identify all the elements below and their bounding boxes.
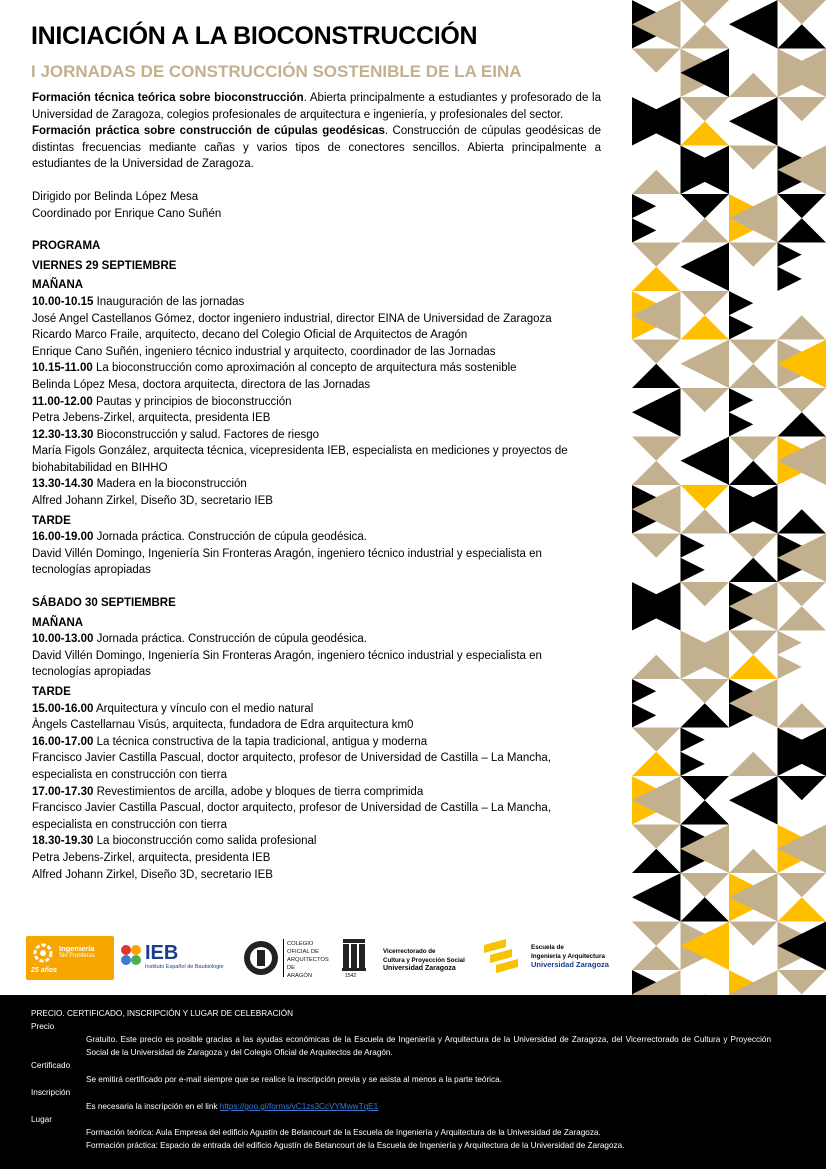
pattern-triangle (681, 388, 730, 412)
coaa-line3: ARQUITECTOS DE (287, 957, 329, 971)
program-title: La bioconstrucción como salida profesional (93, 835, 317, 848)
program-time: 15.00-16.00 (32, 702, 94, 715)
pattern-triangle (681, 0, 730, 24)
pattern-triangle (729, 146, 778, 170)
pattern-triangle (632, 243, 681, 267)
unizar-crest-icon (342, 938, 366, 972)
program-time: 10.00-10.15 (32, 295, 94, 308)
pattern-triangle (778, 897, 826, 921)
intro-theory-bold: Formación técnica teórica sobre bioconstrucción (32, 92, 304, 104)
program-item-title-line (32, 734, 601, 751)
pattern-triangle (778, 485, 826, 509)
program-speaker: Francisco Javier Castilla Pascual, doctor arquitecto, profesor de Universidad de Castilla – La Mancha, especialista en construcción con tierra (32, 752, 552, 781)
pattern-triangle (778, 970, 826, 994)
pattern-triangle (681, 291, 730, 315)
isf-badge: 25 años (31, 967, 58, 974)
pattern-triangle (632, 267, 681, 291)
program-speaker: Ricardo Marco Fraile, arquitecto, decano del Colegio Oficial de Arquitectos de Aragón (32, 329, 468, 342)
pattern-triangle (681, 800, 730, 824)
program-item (32, 701, 601, 734)
pattern-triangle (681, 582, 730, 606)
program-title: Inauguración de las jornadas (93, 295, 245, 308)
pattern-triangle (729, 922, 778, 946)
program-item-title-line (32, 394, 601, 411)
pattern-triangle (778, 291, 826, 315)
pattern-triangle (632, 340, 681, 364)
pattern-triangle (778, 412, 826, 436)
program-time: 13.30-14.30 (32, 478, 94, 491)
lugar-practica: Formación práctica: Espacio de entrada del edificio Agustín de Betancourt de la Escuela de Ingeniería y Arquitectura de la Universidad de Zaragoza. (86, 1141, 625, 1150)
pattern-triangle (778, 873, 826, 897)
main-content (32, 90, 601, 883)
coaa-line2: OFICIAL DE (287, 949, 319, 955)
eina-logo (484, 937, 634, 981)
pattern-triangle (729, 437, 778, 461)
pattern-triangle (729, 558, 778, 582)
pattern-triangle (729, 461, 778, 485)
pattern-triangle (778, 315, 826, 339)
coaa-logo (242, 936, 329, 980)
pattern-triangle (778, 509, 826, 533)
program-speaker: Àngels Castellarnau Visús, arquitecta, fundadora de Edra arquitectura km0 (32, 719, 414, 732)
pattern-triangle (681, 412, 730, 436)
program-speaker: Enrique Cano Suñén, ingeniero técnico industrial y arquitecto, coordinador de las Jornadas (32, 345, 496, 358)
pattern-triangle (681, 703, 730, 727)
vice-line1: Vicerrectorado de (383, 948, 436, 955)
pattern-triangle (681, 873, 730, 897)
inscripcion-text: Es necesaria la inscripción en el link (86, 1102, 220, 1111)
pattern-triangle (681, 24, 730, 48)
pattern-triangle (778, 800, 826, 824)
program-item-title-line (32, 360, 601, 377)
program-title: Arquitectura y vínculo con el medio natural (93, 702, 314, 715)
pattern-triangle (778, 388, 826, 412)
program-title: Pautas y principios de bioconstrucción (92, 395, 292, 408)
pattern-triangle (632, 437, 681, 461)
lugar-teorica: Formación teórica: Aula Empresa del edificio Agustín de Betancourt de la Escuela de Ingeniería y Arquitectura de la Universidad de Zaragoza. (86, 1128, 601, 1137)
program-item-title-line (32, 631, 601, 648)
pattern-triangle (632, 655, 681, 679)
intro-practice-text: . Construcción de cúpulas geodésicas de distintas frecuencias mediante cañas y varios tipos de conectores sencillos. Abierta principalmente a estudiantes de la Universidad de Zaragoza. (32, 125, 601, 171)
program-item-title-line (32, 784, 601, 801)
pattern-triangle (632, 728, 681, 752)
inscripcion-label: Inscripción (31, 1088, 71, 1097)
pattern-triangle (681, 315, 730, 339)
program-time: 18.30-19.30 (32, 835, 94, 848)
pattern-triangle (681, 509, 730, 533)
program-time: 17.00-17.30 (32, 785, 94, 798)
pattern-triangle (729, 73, 778, 97)
eina-text (531, 944, 609, 970)
pattern-triangle (778, 703, 826, 727)
footer-info (0, 995, 826, 1169)
unizar-crest-logo (342, 938, 370, 982)
ieb-mark: IEB (145, 942, 179, 964)
pattern-triangle (729, 655, 778, 679)
pattern-triangle (729, 631, 778, 655)
pattern-triangle (681, 970, 730, 994)
pattern-triangle (632, 170, 681, 194)
program-item-title-line (32, 427, 601, 444)
isf-gear-icon (31, 941, 55, 965)
programa-heading: PROGRAMA (32, 240, 101, 253)
program-speaker: María Figols González, arquitecta técnica, vicepresidenta IEB, especialista en mediciones y proyectos de biohabitabilidad en BIHHO (32, 445, 568, 474)
program-title: Revestimientos de arcilla, adobe y bloques de tierra comprimida (93, 785, 424, 798)
pattern-triangle (729, 364, 778, 388)
pattern-triangle (681, 97, 730, 121)
program-item (32, 394, 601, 427)
program-speaker: Petra Jebens-Zirkel, arquitecta, presidenta IEB (32, 851, 271, 864)
pattern-triangle (729, 170, 778, 194)
program-item (32, 734, 601, 784)
program-item (32, 360, 601, 393)
program-speaker: Alfred Johann Zirkel, Diseño 3D, secretario IEB (32, 868, 273, 881)
pattern-triangle (778, 582, 826, 606)
section-heading: MAÑANA (32, 616, 84, 629)
program-item (32, 476, 601, 509)
intro-practice (32, 123, 601, 173)
pattern-triangle (778, 218, 826, 242)
program-speaker: Alfred Johann Zirkel, Diseño 3D, secretario IEB (32, 495, 273, 508)
intro-practice-bold: Formación práctica sobre construcción de cúpulas geodésicas (32, 125, 385, 138)
coaa-emblem-icon (242, 939, 280, 977)
lugar-label: Lugar (31, 1115, 52, 1124)
program-time: 10.15-11.00 (32, 362, 93, 375)
pattern-triangle (681, 194, 730, 218)
program-time: 11.00-12.00 (32, 395, 93, 408)
isf-line2: Sin Fronteras (59, 953, 96, 959)
program-title: La bioconstrucción como aproximación al concepto de arquitectura más sostenible (92, 362, 517, 375)
section-heading: TARDE (32, 686, 71, 698)
program-time: 16.00-17.00 (32, 735, 94, 748)
coaa-line4: ARAGÓN (287, 973, 313, 979)
vice-line2: Cultura y Proyección Social (383, 956, 465, 964)
pattern-triangle (681, 485, 730, 509)
pattern-triangle (729, 534, 778, 558)
program-speaker: David Villén Domingo, Ingeniería Sin Fronteras Aragón, ingeniero técnico industrial y especialista en tecnologías apropiadas (32, 547, 542, 577)
ieb-name: Instituto Español de Baubiologie (145, 964, 224, 970)
pattern-triangle (778, 606, 826, 630)
pattern-triangle (681, 897, 730, 921)
coaa-text (287, 940, 329, 980)
pattern-triangle (778, 97, 826, 121)
pattern-triangle (778, 24, 826, 48)
pattern-triangle (681, 218, 730, 242)
section-heading: MAÑANA (32, 279, 84, 292)
intro-theory (32, 90, 601, 123)
pattern-triangle (632, 849, 681, 873)
vicerrectorado-logo (383, 948, 493, 982)
pattern-triangle (632, 49, 681, 73)
program-time: 12.30-13.30 (32, 428, 94, 441)
program-item-title-line (32, 529, 601, 546)
coaa-line1: COLEGIO (287, 941, 314, 947)
page-title: INICIACIÓN A LA BIOCONSTRUCCIÓN (31, 22, 478, 50)
intro-theory-text: . Abierta principalmente a estudiantes y profesorado de la Universidad de Zaragoza, colegios profesionales de arquitectura e ingeniería, y profesionales del sector. (32, 92, 601, 121)
program-item (32, 294, 601, 360)
precio-label: Precio (31, 1022, 55, 1031)
program-title: Bioconstrucción y salud. Factores de riesgo (93, 428, 320, 441)
program-item (32, 529, 601, 579)
pattern-triangle (632, 534, 681, 558)
coordinated-by: Coordinado por Enrique Cano Suñén (32, 207, 222, 220)
page-subtitle: I JORNADAS DE CONSTRUCCIÓN SOSTENIBLE DE LA EINA (31, 62, 522, 81)
program-item (32, 833, 601, 883)
ieb-circles-icon (120, 944, 142, 966)
program-item-title-line (32, 294, 601, 311)
pattern-triangle (632, 461, 681, 485)
directed-by: Dirigido por Belinda López Mesa (32, 190, 199, 203)
program-item-title-line (32, 701, 601, 718)
program-speaker: Belinda López Mesa, doctora arquitecta, directora de las Jornadas (32, 378, 371, 391)
inscripcion-link[interactable]: https://goo.gl/forms/vC1zs3CcVYMwwTqE1 (219, 1102, 379, 1111)
pattern-triangle (632, 922, 681, 946)
pattern-triangle (632, 631, 681, 655)
pattern-triangle (681, 776, 730, 800)
program-title: Madera en la bioconstrucción (93, 478, 247, 491)
pattern-triangle (729, 946, 778, 970)
program-title: Jornada práctica. Construcción de cúpula geodésica. (93, 531, 367, 544)
pattern-triangle (681, 121, 730, 145)
precio-text: Gratuito. Este precio es posible gracias a las ayudas económicas de la Escuela de Ingeniería y Arquitectura de la Universidad de Zaragoza, del Vicerrectorado de Cultura y Proyección Social de la Universidad de Zaragoza y del Colegio Oficial de Arquitectos de Aragón. (86, 1035, 771, 1058)
vice-line3: Universidad Zaragoza (383, 965, 456, 972)
certificado-label: Certificado (31, 1061, 71, 1070)
program-speaker: Petra Jebens-Zirkel, arquitecta, presidenta IEB (32, 412, 271, 425)
geometric-pattern (632, 0, 826, 1020)
certificado-text: Se emitirá certificado por e-mail siempre que se realice la inscripción previa y se asista al menos a la parte teórica. (86, 1075, 502, 1084)
pattern-triangle (729, 340, 778, 364)
day-heading: VIERNES 29 SEPTIEMBRE (32, 259, 177, 272)
program-item-title-line (32, 476, 601, 493)
program-time: 16.00-19.00 (32, 531, 94, 544)
pattern-triangle (729, 243, 778, 267)
program (32, 258, 601, 883)
pattern-triangle (729, 825, 778, 849)
program-item-title-line (32, 833, 601, 850)
program-item (32, 784, 601, 834)
pattern-triangle (778, 121, 826, 145)
pattern-triangle (729, 752, 778, 776)
program-speaker: Francisco Javier Castilla Pascual, doctor arquitecto, profesor de Universidad de Castilla – La Mancha, especialista en construcción con tierra (32, 802, 552, 831)
pattern-triangle (778, 776, 826, 800)
pattern-triangle (729, 849, 778, 873)
ieb-logo (120, 942, 235, 978)
pattern-triangle (632, 558, 681, 582)
day-heading: SÁBADO 30 SEPTIEMBRE (32, 597, 176, 610)
unizar-year: 1542 (345, 973, 357, 979)
program-title: Jornada práctica. Construcción de cúpula geodésica. (93, 633, 367, 646)
pattern-triangle (632, 946, 681, 970)
pattern-triangle (729, 267, 778, 291)
pattern-triangle (778, 679, 826, 703)
footer-heading: PRECIO. CERTIFICADO, INSCRIPCIÓN Y LUGAR DE CELEBRACIÓN (31, 1009, 294, 1018)
program-speaker: David Villén Domingo, Ingeniería Sin Fronteras Aragón, ingeniero técnico industrial y especialista en tecnologías apropiadas (32, 649, 542, 679)
isf-line1: Ingeniería (59, 944, 95, 953)
program-title: La técnica constructiva de la tapia tradicional, antigua y moderna (93, 735, 428, 748)
pattern-triangle (778, 0, 826, 24)
logos-strip (26, 934, 636, 982)
eina-line3: Universidad Zaragoza (531, 960, 609, 970)
pattern-triangle (729, 49, 778, 73)
pattern-triangle (729, 728, 778, 752)
eina-line2: Ingeniería y Arquitectura (531, 952, 605, 960)
pattern-triangle (778, 194, 826, 218)
program-item (32, 631, 601, 681)
pattern-triangle (632, 146, 681, 170)
pattern-triangle (632, 73, 681, 97)
inscripcion-row (86, 1100, 771, 1113)
pattern-triangle (632, 364, 681, 388)
program-speaker: José Angel Castellanos Gómez, doctor ingeniero industrial, director EINA de Universidad de Zaragoza (32, 312, 552, 325)
pattern-triangle (632, 825, 681, 849)
eina-line1: Escuela de (531, 944, 564, 951)
section-heading: TARDE (32, 514, 71, 527)
pattern-triangle (632, 752, 681, 776)
program-time: 10.00-13.00 (32, 633, 94, 646)
pattern-triangle (681, 606, 730, 630)
program-item (32, 427, 601, 477)
eina-stripes-icon (484, 939, 520, 975)
isf-logo (26, 936, 114, 980)
pattern-triangle (681, 679, 730, 703)
